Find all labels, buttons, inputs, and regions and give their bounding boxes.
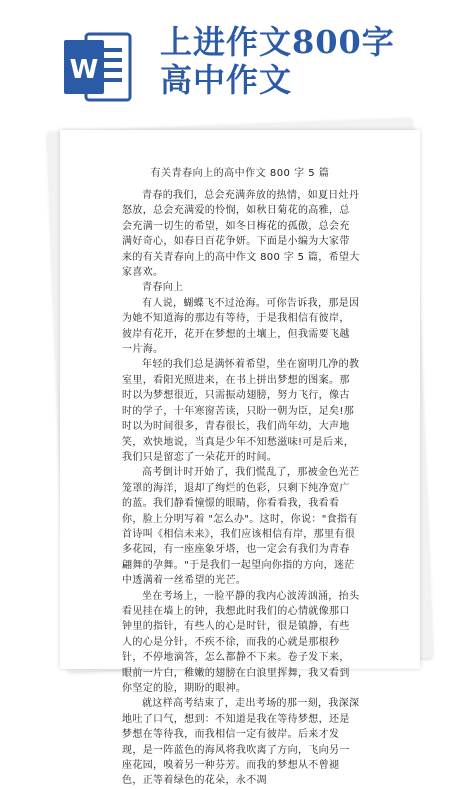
paragraph: 就这样高考结束了，走出考场的那一刻，我深深地吐了口气，想到：不知道是我在等待梦想，还是梦想在等待我，而我相信一定有彼岸。后来才发现，是一阵蓝色的海风将我吹离了方向，飞向另一座花园，嗅着另一种芬芳。而我的梦想从不曾褪色，正等着绿色的花朵，永不凋 — [122, 698, 360, 787]
header-banner — [0, 0, 474, 130]
section-heading: 青春向上 — [142, 282, 184, 294]
paragraph: 有人说，蝴蝶飞不过沧海。可你告诉我，那是因为她不知道海的那边有等待，于是我相信有彼岸，彼岸有花开，花开在梦想的土壤上，但我需要飞越一片海。 — [122, 297, 360, 356]
document-body — [122, 188, 360, 789]
paragraph-intro: 青春的我们，总会充满奔放的热情，如夏日灶丹怒放，总会充满爱的怜悯，如秋日菊花的高雅，总会充满一切生的希望，如冬日梅花的孤傲，总会充满好奇心，如春日百花争妍。下面是小编为大家带来的有关青春向上的高中作文 800 字 5 篇，希望大家喜欢。 — [122, 190, 360, 279]
banner-title-line2: 高中作文 — [160, 61, 293, 99]
paragraph: 高考倒计时开始了，我们慌乱了，那被金色光芒笼罩的海洋，退却了绚烂的色彩，只剩下纯净宽广的蓝。我们静看憧憬的眼睛，你看看我，我看看你，脸上分明写着 "怎么办"。这时，你说："食指有首诗叫《相信未来》，我们应该相信有岸，那里有很多花园，有一座座象牙塔，也一定会有我们为青春翩舞的孕舞。"于是我们一起望向你指的方向，迷茫中透满着一丝希望的光芒。 — [122, 467, 360, 587]
logo-letter: W — [69, 55, 99, 85]
word-document-icon — [62, 30, 134, 104]
paragraph: 年轻的我们总是满怀着希望，坐在窗明几净的教室里，看阳光照进来，在书上拼出梦想的图案。那时以为梦想很近，只需振动翅膀，努力飞行，像古时的学子，十年寒窗苦读，只盼一朝为臣，足矣!那时以为时间很多，青春很长，我们尚年幼，大声地笑，欢快地说，当真是少年不知愁滋味!可是后来，我们只是留恋了一朵花开的时间。 — [122, 359, 360, 463]
banner-title-line1: 上进作文800字 — [160, 23, 395, 61]
document-title: 有关青春向上的高中作文 800 字 5 篇 — [150, 168, 330, 179]
paragraph: 坐在考场上，一脸平静的我内心波涛汹涌，抬头看见挂在墙上的钟，我想此时我们的心情就像那口钟里的指针，有些人的心是时针，很是镇静，有些人的心是分针，不疾不徐，而我的心就是那根秒针，不停地滴答，怎么都静不下来。卷子发下来，眼前一片白，稚嫩的翅膀在白浪里挥舞，我又看到你坚定的脸，期盼的眼神。 — [122, 590, 360, 694]
document-page — [60, 130, 420, 787]
